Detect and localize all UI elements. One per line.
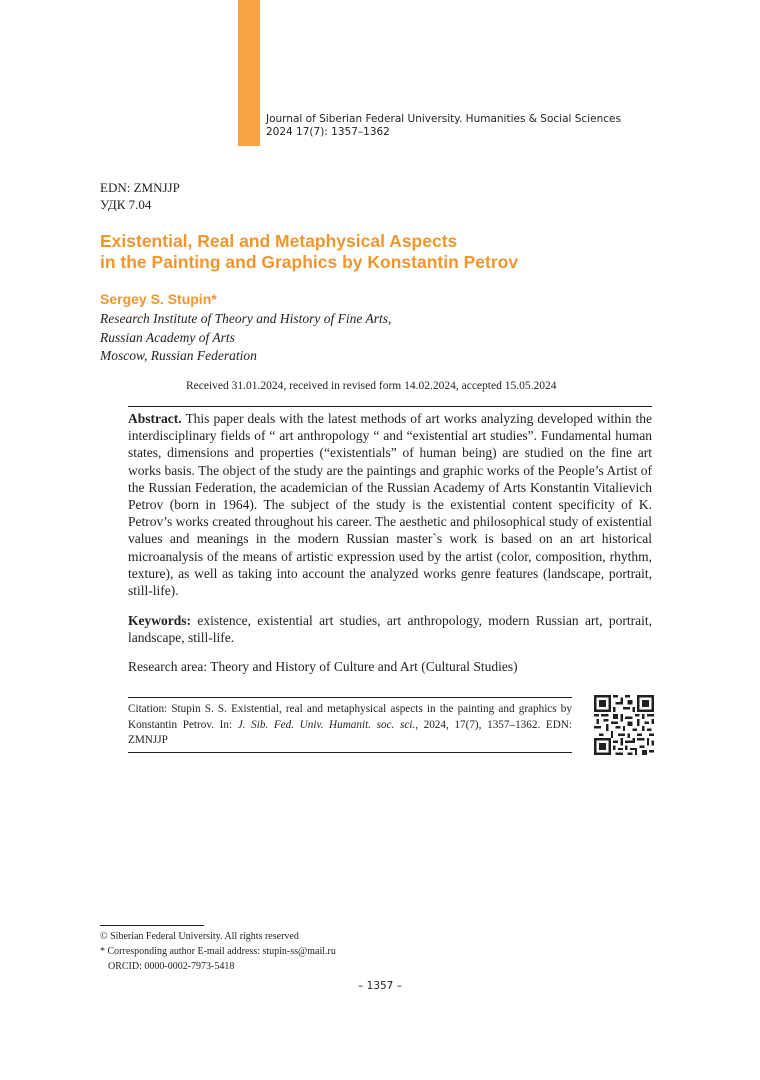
citation <box>128 702 572 749</box>
citation-prefix: Citation: Stupin S. S. Existential, real and metaphysical aspects in the painting and graphics by Konstantin Petrov. In: <box>128 703 572 731</box>
journal-name: Journal of Siberian Federal University. Humanities & Social Sciences <box>266 113 621 125</box>
affiliation-line: Research Institute of Theory and History of Fine Arts, <box>100 311 392 326</box>
abstract-text: This paper deals with the latest methods of art works analyzing developed within the interdisciplinary fields of “ art anthropology “ and “existential art studies”. Fundamental human states, dimensions and properties (“existentials” of human being) are studied on the fine art works basis. The object of the study are the paintings and graphic works of the People’s Artist of the Russian Federation, the academician of the Russian Academy of Arts Konstantin Vitalievich Petrov (born in 1964). The subject of the study is the existential content specificity of K. Petrov’s works created throughout his career. The aesthetic and philosophical study of existential values and meanings in the modern Russian master`s work is based on an art historical microanalysis of the means of artistic expression used by the artist (color, composition, rhythm, texture), as well as taking into account the analyzed works genre features (landscape, portrait, still-life). <box>128 411 652 599</box>
title-line-2: in the Painting and Graphics by Konstantin Petrov <box>100 252 519 272</box>
footnotes <box>100 929 336 974</box>
citation-journal: J. Sib. Fed. Univ. Humanit. soc. sci. <box>237 718 416 731</box>
abstract-label: Abstract. <box>128 411 182 426</box>
footnote-rule <box>100 925 204 926</box>
article-identifiers <box>100 179 180 213</box>
abstract-top-rule <box>128 406 652 407</box>
orcid-note: ORCID: 0000-0002-7973-5418 <box>108 961 235 972</box>
journal-accent-bar <box>238 0 260 146</box>
citation-bottom-rule <box>128 752 572 753</box>
author-name: Sergey S. Stupin* <box>100 291 217 307</box>
keywords-text: existence, existential art studies, art anthropology, modern Russian art, portrait, landscape, still-life. <box>128 613 653 646</box>
qr-code-icon[interactable] <box>594 695 654 755</box>
article-dates: Received 31.01.2024, received in revised form 14.02.2024, accepted 15.05.2024 <box>186 380 557 392</box>
research-area: Research area: Theory and History of Culture and Art (Cultural Studies) <box>128 659 518 674</box>
corresponding-author-note: * Corresponding author E-mail address: stupin-ss@mail.ru <box>100 946 336 957</box>
affiliation-line: Russian Academy of Arts <box>100 329 235 345</box>
citation-top-rule <box>128 697 572 698</box>
keywords-label: Keywords: <box>128 613 191 628</box>
keywords <box>128 612 652 646</box>
journal-issue: 2024 17(7): 1357–1362 <box>266 126 390 138</box>
affiliation-line: Moscow, Russian Federation <box>100 348 257 363</box>
udc-code: УДК 7.04 <box>100 197 152 212</box>
title-line-1: Existential, Real and Metaphysical Aspects <box>100 231 458 251</box>
abstract <box>128 410 652 599</box>
author-affiliation <box>100 310 391 366</box>
edn-code: EDN: ZMNJJP <box>100 180 180 195</box>
page-number: – 1357 – <box>358 980 402 992</box>
copyright-note: © Siberian Federal University. All rights reserved <box>100 931 299 942</box>
journal-header <box>266 113 621 139</box>
citation-suffix: , 2024, 17(7), 1357–1362. EDN: ZMNJJP <box>128 718 572 746</box>
article-title <box>100 231 660 273</box>
